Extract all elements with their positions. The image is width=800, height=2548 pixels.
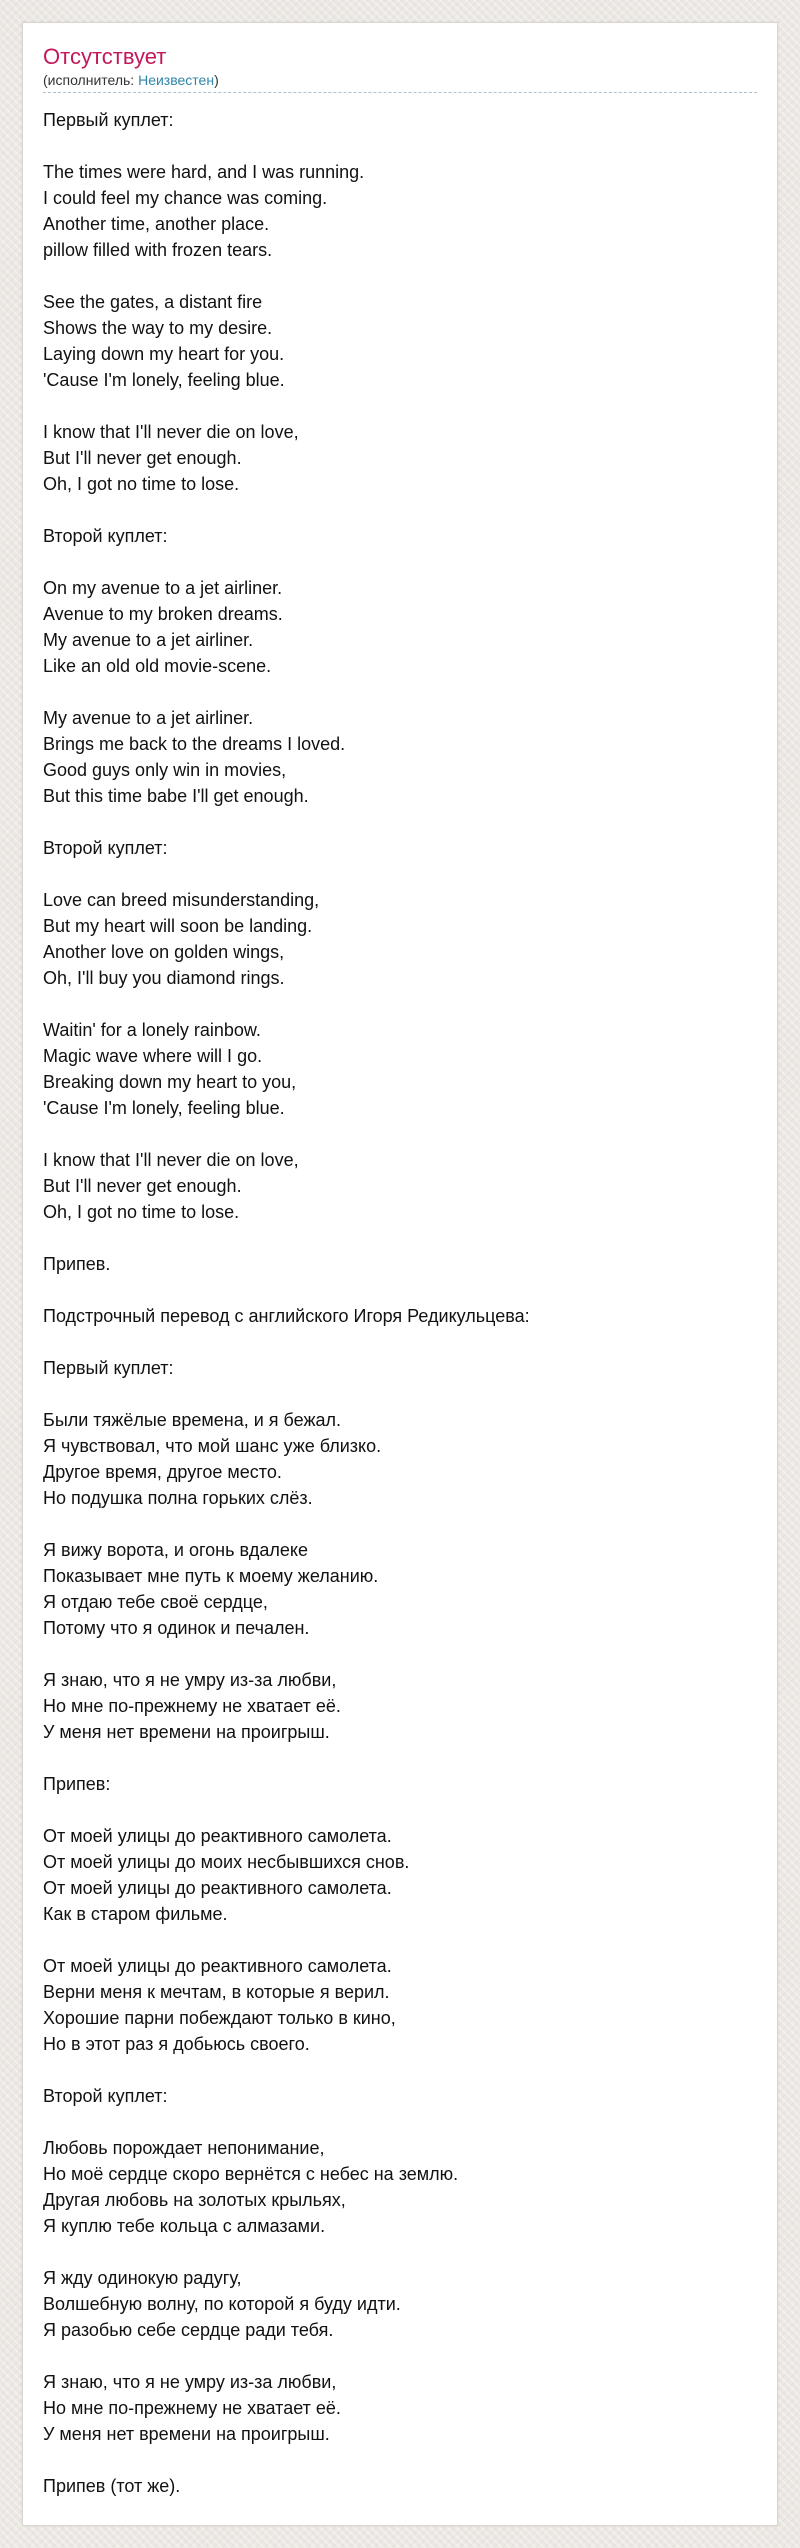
lyric-line: I know that I'll never die on love, — [43, 422, 299, 442]
lyric-line: У меня нет времени на проигрыш. — [43, 1722, 330, 1742]
blank-line — [43, 1277, 757, 1303]
lyric-line: My avenue to a jet airliner. — [43, 630, 254, 650]
lyric-line: Первый куплет: — [43, 1358, 174, 1378]
lyric-line: I know that I'll never die on love, — [43, 1150, 299, 1170]
lyric-line: Я разобью себе сердце ради тебя. — [43, 2320, 334, 2340]
lyric-line: 'Cause I'm lonely, feeling blue. — [43, 1098, 285, 1118]
blank-line — [43, 861, 757, 887]
blank-line — [43, 1381, 757, 1407]
blank-line — [43, 1121, 757, 1147]
lyric-line: Я чувствовал, что мой шанс уже близко. — [43, 1436, 382, 1456]
blank-line — [43, 263, 757, 289]
lyric-line: Я вижу ворота, и огонь вдалеке — [43, 1540, 308, 1560]
blank-line — [43, 679, 757, 705]
artist-suffix: ) — [214, 72, 219, 88]
blank-line — [43, 133, 757, 159]
lyric-line: От моей улицы до реактивного самолета. — [43, 1956, 392, 1976]
blank-line — [43, 1927, 757, 1953]
lyric-line: See the gates, a distant fire — [43, 292, 263, 312]
lyric-line: Shows the way to my desire. — [43, 318, 273, 338]
lyric-line: Но подушка полна горьких слёз. — [43, 1488, 313, 1508]
song-title: Отсутствует — [43, 44, 167, 69]
lyric-line: But I'll never get enough. — [43, 1176, 242, 1196]
blank-line — [43, 809, 757, 835]
blank-line — [43, 2447, 757, 2473]
lyric-line: Другое время, другое место. — [43, 1462, 282, 1482]
lyric-line: Верни меня к мечтам, в которые я верил. — [43, 1982, 390, 2002]
lyric-line: Припев: — [43, 1774, 111, 1794]
blank-line — [43, 1641, 757, 1667]
lyrics-card — [22, 22, 778, 2526]
artist-prefix: (исполнитель: — [43, 72, 139, 88]
lyric-line: But my heart will soon be landing. — [43, 916, 313, 936]
lyric-line: Я куплю тебе кольца с алмазами. — [43, 2216, 326, 2236]
song-header — [43, 43, 757, 93]
lyric-line: Я жду одинокую радугу, — [43, 2268, 242, 2288]
lyric-line: But this time babe I'll get enough. — [43, 786, 309, 806]
lyric-line: Второй куплет: — [43, 838, 168, 858]
lyric-line: Но моё сердце скоро вернётся с небес на землю. — [43, 2164, 459, 2184]
blank-line — [43, 1797, 757, 1823]
lyric-line: Волшебную волну, по которой я буду идти. — [43, 2294, 401, 2314]
artist-link[interactable]: Неизвестен — [138, 72, 215, 88]
lyric-line: Waitin' for a lonely rainbow. — [43, 1020, 261, 1040]
lyric-line: Love can breed misunderstanding, — [43, 890, 320, 910]
lyric-line: Как в старом фильме. — [43, 1904, 228, 1924]
lyric-line: Another love on golden wings, — [43, 942, 285, 962]
lyric-line: Но мне по-прежнему не хватает её. — [43, 2398, 341, 2418]
lyric-line: Показывает мне путь к моему желанию. — [43, 1566, 379, 1586]
lyric-line: Я знаю, что я не умру из-за любви, — [43, 2372, 337, 2392]
lyric-line: Oh, I got no time to lose. — [43, 474, 240, 494]
lyric-line: pillow filled with frozen tears. — [43, 240, 273, 260]
lyric-line: Любовь порождает непонимание, — [43, 2138, 325, 2158]
lyric-line: Breaking down my heart to you, — [43, 1072, 297, 1092]
blank-line — [43, 2343, 757, 2369]
lyric-line: От моей улицы до реактивного самолета. — [43, 1878, 392, 1898]
lyric-line: Подстрочный перевод с английского Игоря Редикульцева: — [43, 1306, 530, 1326]
lyric-line: Я отдаю тебе своё сердце, — [43, 1592, 268, 1612]
lyric-line: Magic wave where will I go. — [43, 1046, 263, 1066]
lyric-line: Первый куплет: — [43, 110, 174, 130]
lyric-line: On my avenue to a jet airliner. — [43, 578, 283, 598]
lyric-line: Но мне по-прежнему не хватает её. — [43, 1696, 341, 1716]
artist-line — [43, 71, 757, 89]
lyric-line: От моей улицы до моих несбывшихся снов. — [43, 1852, 410, 1872]
lyric-line: 'Cause I'm lonely, feeling blue. — [43, 370, 285, 390]
lyric-line: The times were hard, and I was running. — [43, 162, 365, 182]
lyric-line: Laying down my heart for you. — [43, 344, 285, 364]
blank-line — [43, 393, 757, 419]
blank-line — [43, 991, 757, 1017]
lyric-line: Oh, I got no time to lose. — [43, 1202, 240, 1222]
blank-line — [43, 1329, 757, 1355]
lyric-line: Brings me back to the dreams I loved. — [43, 734, 346, 754]
lyric-line: Like an old old movie-scene. — [43, 656, 272, 676]
lyric-line: But I'll never get enough. — [43, 448, 242, 468]
lyrics-text — [43, 107, 757, 2499]
lyric-line: От моей улицы до реактивного самолета. — [43, 1826, 392, 1846]
lyric-line: Good guys only win in movies, — [43, 760, 287, 780]
lyric-line: Я знаю, что я не умру из-за любви, — [43, 1670, 337, 1690]
lyric-line: My avenue to a jet airliner. — [43, 708, 254, 728]
lyric-line: Припев. — [43, 1254, 111, 1274]
blank-line — [43, 1225, 757, 1251]
blank-line — [43, 2109, 757, 2135]
lyric-line: Второй куплет: — [43, 526, 168, 546]
lyric-line: Oh, I'll buy you diamond rings. — [43, 968, 285, 988]
lyric-line: Avenue to my broken dreams. — [43, 604, 283, 624]
lyric-line: Второй куплет: — [43, 2086, 168, 2106]
blank-line — [43, 549, 757, 575]
lyric-line: Другая любовь на золотых крыльях, — [43, 2190, 346, 2210]
lyric-line: Припев (тот же). — [43, 2476, 181, 2496]
lyric-line: I could feel my chance was coming. — [43, 188, 328, 208]
lyric-line: Были тяжёлые времена, и я бежал. — [43, 1410, 342, 1430]
blank-line — [43, 2239, 757, 2265]
blank-line — [43, 1745, 757, 1771]
lyric-line: Но в этот раз я добьюсь своего. — [43, 2034, 310, 2054]
lyric-line: Another time, another place. — [43, 214, 270, 234]
lyric-line: У меня нет времени на проигрыш. — [43, 2424, 330, 2444]
blank-line — [43, 497, 757, 523]
lyric-line: Хорошие парни побеждают только в кино, — [43, 2008, 396, 2028]
lyric-line: Потому что я одинок и печален. — [43, 1618, 310, 1638]
blank-line — [43, 1511, 757, 1537]
blank-line — [43, 2057, 757, 2083]
